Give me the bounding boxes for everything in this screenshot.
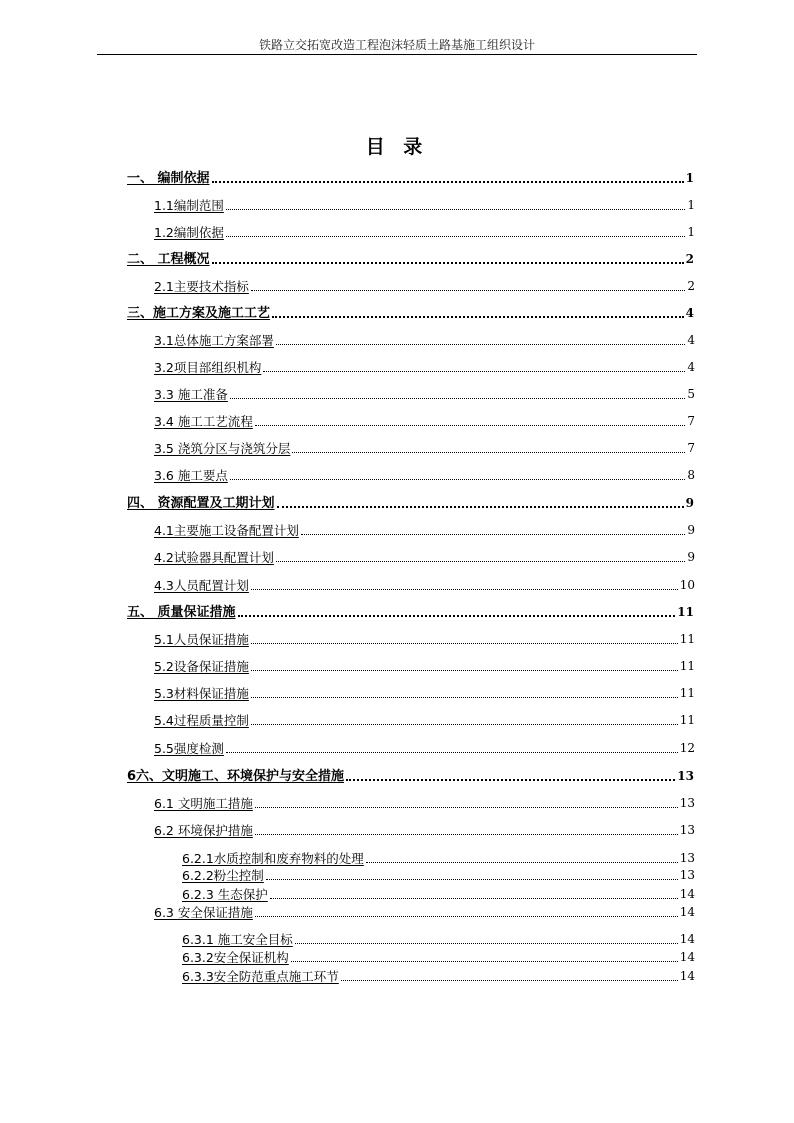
dot-leader bbox=[255, 807, 678, 808]
toc-entry[interactable] bbox=[127, 306, 694, 321]
toc-entry[interactable] bbox=[182, 969, 695, 984]
toc-entry[interactable] bbox=[154, 905, 695, 920]
toc-entry[interactable] bbox=[154, 796, 695, 811]
toc-entry[interactable] bbox=[182, 851, 695, 866]
toc-entry-title[interactable]: 1.1编制范围 bbox=[154, 198, 224, 213]
toc-entry[interactable] bbox=[154, 279, 695, 294]
toc-entry[interactable] bbox=[154, 741, 695, 756]
dot-leader bbox=[263, 371, 685, 372]
dot-leader bbox=[295, 943, 678, 944]
dot-leader bbox=[230, 479, 686, 480]
toc-entry-page: 14 bbox=[679, 905, 695, 919]
dot-leader bbox=[212, 181, 684, 183]
toc-entry-page: 9 bbox=[687, 550, 695, 564]
dot-leader bbox=[251, 643, 678, 644]
toc-entry-title[interactable]: 1.2编制依据 bbox=[154, 225, 224, 240]
toc-entry-title[interactable]: 6.3 安全保证措施 bbox=[154, 905, 253, 920]
toc-entry-title[interactable]: 5.1人员保证措施 bbox=[154, 632, 249, 647]
toc-entry-title[interactable]: 6六、文明施工、环境保护与安全措施 bbox=[127, 769, 345, 784]
toc-entry-title[interactable]: 6.2 环境保护措施 bbox=[154, 823, 253, 838]
toc-entry-page: 11 bbox=[677, 605, 694, 619]
dot-leader bbox=[255, 916, 678, 917]
toc-entry-page: 5 bbox=[687, 387, 695, 401]
toc-entry-page: 1 bbox=[685, 171, 694, 185]
toc-entry-page: 13 bbox=[679, 851, 695, 865]
toc-entry[interactable] bbox=[154, 823, 695, 838]
toc-entry-title[interactable]: 5.3材料保证措施 bbox=[154, 686, 249, 701]
dot-leader bbox=[292, 452, 685, 453]
toc-entry[interactable] bbox=[154, 523, 695, 538]
toc-entry-page: 13 bbox=[679, 868, 695, 882]
toc-entry[interactable] bbox=[154, 659, 695, 674]
toc-entry[interactable] bbox=[182, 932, 695, 947]
toc-entry-page: 11 bbox=[679, 659, 695, 673]
toc-entry-page: 9 bbox=[685, 496, 694, 510]
dot-leader bbox=[226, 209, 685, 210]
toc-entry-title[interactable]: 三、施工方案及施工工艺 bbox=[127, 306, 271, 321]
toc-entry-page: 2 bbox=[687, 279, 695, 293]
toc-entry-title[interactable]: 3.5 浇筑分区与浇筑分层 bbox=[154, 441, 291, 456]
toc-entry[interactable] bbox=[127, 496, 694, 511]
toc-entry-page: 9 bbox=[687, 523, 695, 537]
toc-entry[interactable] bbox=[127, 769, 694, 784]
toc-entry-page: 7 bbox=[687, 441, 695, 455]
toc-entry-title[interactable]: 6.2.2粉尘控制 bbox=[182, 868, 264, 883]
toc-entry-title[interactable]: 3.1总体施工方案部署 bbox=[154, 333, 274, 348]
dot-leader bbox=[230, 398, 686, 399]
dot-leader bbox=[212, 262, 684, 264]
toc-entry-title[interactable]: 5.4过程质量控制 bbox=[154, 713, 249, 728]
toc-entry[interactable] bbox=[154, 578, 695, 593]
dot-leader bbox=[226, 752, 678, 753]
toc-entry[interactable] bbox=[127, 171, 694, 186]
toc-entry[interactable] bbox=[154, 468, 695, 483]
toc-entry-page: 13 bbox=[679, 823, 695, 837]
dot-leader bbox=[255, 425, 686, 426]
toc-entry-title[interactable]: 5.2设备保证措施 bbox=[154, 659, 249, 674]
toc-title: 目 录 bbox=[365, 136, 429, 158]
dot-leader bbox=[276, 561, 685, 562]
toc-entry-page: 4 bbox=[685, 306, 694, 320]
dot-leader bbox=[251, 724, 678, 725]
toc-entry[interactable] bbox=[182, 868, 695, 883]
toc-entry-title[interactable]: 6.1 文明施工措施 bbox=[154, 796, 253, 811]
toc-entry-page: 14 bbox=[679, 950, 695, 964]
dot-leader bbox=[291, 961, 678, 962]
toc-entry[interactable] bbox=[154, 632, 695, 647]
toc-entry-page: 1 bbox=[687, 225, 695, 239]
toc-entry-title[interactable]: 6.2.1水质控制和废弃物料的处理 bbox=[182, 851, 364, 866]
toc-entry-title[interactable]: 五、 质量保证措施 bbox=[127, 605, 236, 620]
toc-entry-page: 14 bbox=[679, 887, 695, 901]
toc-entry-title[interactable]: 3.3 施工准备 bbox=[154, 387, 228, 402]
toc-entry-page: 4 bbox=[687, 333, 695, 347]
toc-entry-title[interactable]: 二、 工程概况 bbox=[127, 252, 210, 267]
toc-entry-title[interactable]: 5.5强度检测 bbox=[154, 741, 224, 756]
toc-entry-page: 1 bbox=[687, 198, 695, 212]
toc-entry-page: 13 bbox=[679, 796, 695, 810]
dot-leader bbox=[251, 589, 678, 590]
dot-leader bbox=[251, 290, 685, 291]
dot-leader bbox=[270, 898, 678, 899]
toc-entry-title[interactable]: 4.2试验器具配置计划 bbox=[154, 550, 274, 565]
toc-entry[interactable] bbox=[154, 550, 695, 565]
toc-entry-page: 13 bbox=[677, 769, 694, 783]
toc-entry[interactable] bbox=[127, 605, 694, 620]
toc-entry[interactable] bbox=[154, 333, 695, 348]
dot-leader bbox=[266, 879, 678, 880]
toc-entry-page: 11 bbox=[679, 686, 695, 700]
toc-entry-title[interactable]: 一、 编制依据 bbox=[127, 171, 210, 186]
toc-entry-page: 2 bbox=[685, 252, 694, 266]
page-header: 铁路立交拓宽改造工程泡沫轻质土路基施工组织设计 bbox=[258, 38, 535, 52]
toc-entry[interactable] bbox=[154, 713, 695, 728]
toc-entry-title[interactable]: 4.1主要施工设备配置计划 bbox=[154, 523, 299, 538]
toc-entry-page: 11 bbox=[679, 632, 695, 646]
toc-entry[interactable] bbox=[154, 414, 695, 429]
toc-entry-title[interactable]: 6.3.3安全防范重点施工环节 bbox=[182, 969, 339, 984]
toc-entry[interactable] bbox=[127, 252, 694, 267]
toc-entry-title[interactable]: 6.2.3 生态保护 bbox=[182, 887, 268, 902]
toc-entry-page: 14 bbox=[679, 969, 695, 983]
dot-leader bbox=[255, 834, 678, 835]
toc-entry-title[interactable]: 3.6 施工要点 bbox=[154, 468, 228, 483]
toc-entry-title[interactable]: 四、 资源配置及工期计划 bbox=[127, 496, 275, 511]
toc-entry[interactable] bbox=[154, 686, 695, 701]
toc-entry-page: 12 bbox=[679, 741, 695, 755]
toc-entry-page: 14 bbox=[679, 932, 695, 946]
dot-leader bbox=[226, 236, 685, 237]
dot-leader bbox=[366, 862, 678, 863]
dot-leader bbox=[277, 506, 684, 508]
toc-entry[interactable] bbox=[154, 198, 695, 213]
dot-leader bbox=[238, 615, 676, 617]
toc-entry[interactable] bbox=[154, 387, 695, 402]
toc-entry[interactable] bbox=[154, 360, 695, 375]
toc-entry-page: 7 bbox=[687, 414, 695, 428]
toc-entry-title[interactable]: 3.4 施工工艺流程 bbox=[154, 414, 253, 429]
dot-leader bbox=[251, 670, 678, 671]
toc-entry-title[interactable]: 6.3.1 施工安全目标 bbox=[182, 932, 293, 947]
toc-entry-page: 8 bbox=[687, 468, 695, 482]
toc-entry-title[interactable]: 3.2项目部组织机构 bbox=[154, 360, 262, 375]
dot-leader bbox=[341, 980, 678, 981]
toc-entry[interactable] bbox=[154, 441, 695, 456]
toc-entry[interactable] bbox=[182, 887, 695, 902]
toc-entry-page: 10 bbox=[679, 578, 695, 592]
toc-entry[interactable] bbox=[182, 950, 695, 965]
toc-entry-title[interactable]: 6.3.2安全保证机构 bbox=[182, 950, 289, 965]
toc-entry[interactable] bbox=[154, 225, 695, 240]
dot-leader bbox=[301, 534, 685, 535]
dot-leader bbox=[272, 316, 684, 318]
dot-leader bbox=[346, 779, 675, 781]
toc-entry-page: 11 bbox=[679, 713, 695, 727]
toc-entry-title[interactable]: 4.3人员配置计划 bbox=[154, 578, 249, 593]
toc-entry-page: 4 bbox=[687, 360, 695, 374]
toc-entry-title[interactable]: 2.1主要技术指标 bbox=[154, 279, 249, 294]
dot-leader bbox=[276, 344, 685, 345]
dot-leader bbox=[251, 697, 678, 698]
